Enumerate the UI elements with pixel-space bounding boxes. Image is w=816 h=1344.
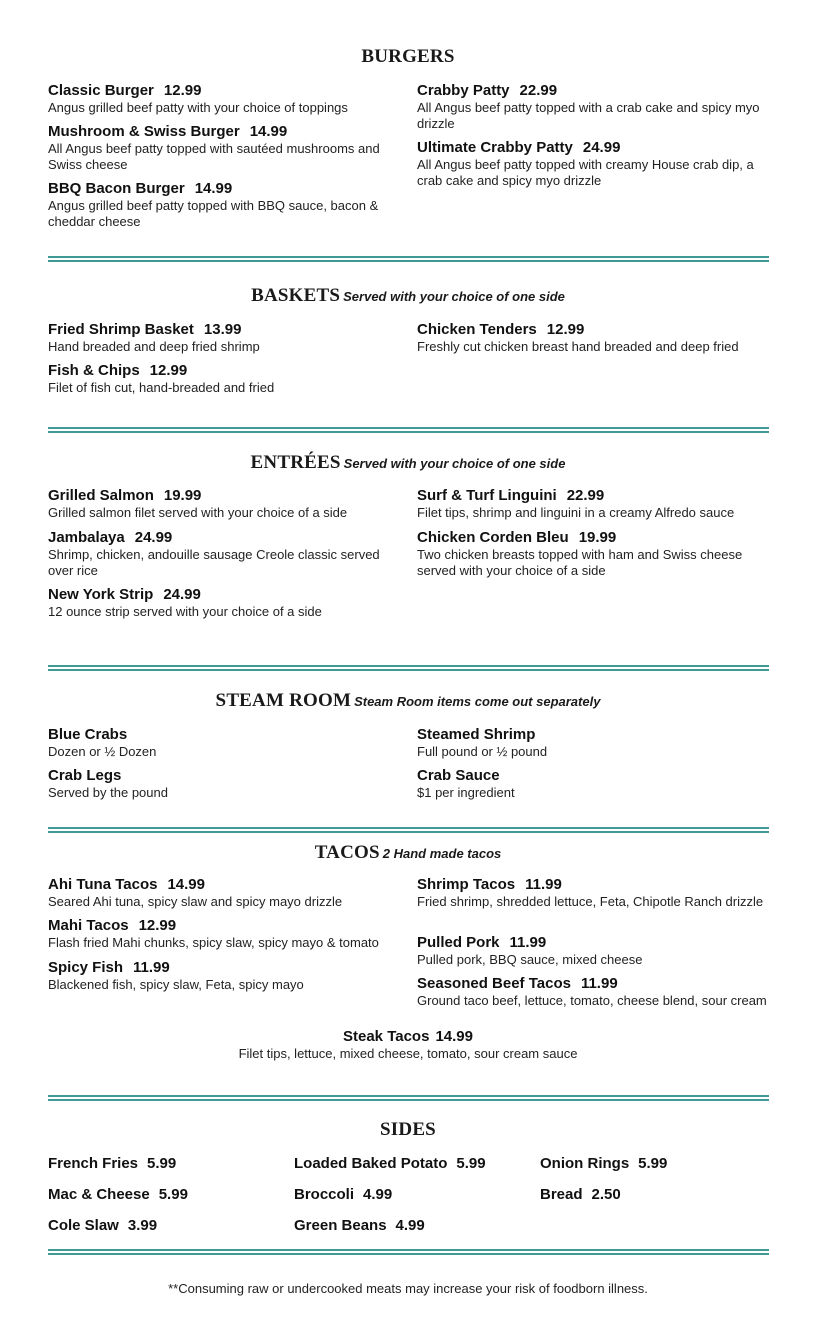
baskets-title: BASKETS Served with your choice of one side [251, 285, 565, 306]
tacos-title: TACOS 2 Hand made tacos [314, 842, 502, 863]
side-item-green-beans: Green Beans 4.99 [294, 1217, 425, 1234]
entrees-subtitle: Served with your choice of one side [343, 456, 566, 471]
menu-item-ahi-tuna-tacos: Ahi Tuna Tacos 14.99 Seared Ahi tuna, spicy slaw and spicy mayo drizzle [48, 876, 343, 909]
side-item-mac-cheese: Mac & Cheese 5.99 [48, 1186, 188, 1203]
steam-room-subtitle: Steam Room items come out separately [354, 694, 601, 709]
menu-item-bbq-bacon-burger: BBQ Bacon Burger 14.99 Angus grilled beef patty topped with BBQ sauce, bacon & cheddar cheese [48, 180, 379, 229]
menu-item-chicken-tenders: Chicken Tenders 12.99 Freshly cut chicken breast hand breaded and deep fried [417, 321, 739, 354]
baskets-subtitle: Served with your choice of one side [343, 289, 565, 304]
sides-title: SIDES [380, 1119, 436, 1140]
menu-item-blue-crabs: Blue Crabs Dozen or ½ Dozen [48, 726, 157, 759]
health-disclaimer: **Consuming raw or undercooked meats may increase your risk of foodborn illness. [168, 1281, 648, 1296]
burgers-title: BURGERS [361, 46, 455, 67]
section-divider [48, 827, 769, 833]
menu-item-fried-shrimp-basket: Fried Shrimp Basket 13.99 Hand breaded and deep fried shrimp [48, 321, 260, 354]
section-divider [48, 665, 769, 671]
menu-item-crab-sauce: Crab Sauce $1 per ingredient [417, 767, 515, 800]
menu-item-fish-chips: Fish & Chips 12.99 Filet of fish cut, hand-breaded and fried [48, 362, 275, 395]
menu-item-jambalaya: Jambalaya 24.99 Shrimp, chicken, andouille sausage Creole classic served over rice [48, 529, 380, 578]
menu-item-shrimp-tacos: Shrimp Tacos 11.99 Fried shrimp, shredded lettuce, Feta, Chipotle Ranch drizzle [417, 876, 764, 909]
side-item-bread: Bread 2.50 [540, 1186, 621, 1203]
side-item-cole-slaw: Cole Slaw 3.99 [48, 1217, 158, 1234]
menu-item-ultimate-crabby-patty: Ultimate Crabby Patty 24.99 All Angus beef patty topped with creamy House crab dip, a crab cake and spicy myo drizzle [417, 139, 754, 188]
section-divider [48, 427, 769, 433]
side-item-onion-rings: Onion Rings 5.99 [540, 1155, 668, 1172]
menu-item-steak-tacos: Steak Tacos 14.99 Filet tips, lettuce, mixed cheese, tomato, sour cream sauce [238, 1028, 578, 1061]
menu-item-chicken-corden-bleu: Chicken Corden Bleu 19.99 Two chicken breasts topped with ham and Swiss cheese served with your choice of a side [417, 529, 743, 578]
side-item-loaded-baked-potato: Loaded Baked Potato 5.99 [294, 1155, 486, 1172]
menu-item-classic-burger: Classic Burger 12.99 Angus grilled beef patty with your choice of toppings [48, 82, 348, 115]
menu-item-crab-legs: Crab Legs Served by the pound [48, 767, 168, 800]
menu-item-mahi-tacos: Mahi Tacos 12.99 Flash fried Mahi chunks, spicy slaw, spicy mayo & tomato [48, 917, 379, 950]
tacos-subtitle: 2 Hand made tacos [382, 846, 502, 861]
menu-item-new-york-strip: New York Strip 24.99 12 ounce strip served with your choice of a side [48, 586, 322, 619]
menu-item-mushroom-swiss-burger: Mushroom & Swiss Burger 14.99 All Angus beef patty topped with sautéed mushrooms and Swiss cheese [48, 123, 380, 172]
menu-item-surf-turf-linguini: Surf & Turf Linguini 22.99 Filet tips, shrimp and linguini in a creamy Alfredo sauce [417, 487, 735, 520]
menu-item-pulled-pork: Pulled Pork 11.99 Pulled pork, BBQ sauce, mixed cheese [417, 934, 643, 967]
section-divider [48, 1095, 769, 1101]
steam-room-title: STEAM ROOM Steam Room items come out separately [215, 690, 601, 711]
section-divider [48, 1249, 769, 1255]
menu-item-steamed-shrimp: Steamed Shrimp Full pound or ½ pound [417, 726, 548, 759]
entrees-title: ENTRÉES Served with your choice of one side [250, 452, 566, 473]
menu-item-crabby-patty: Crabby Patty 22.99 All Angus beef patty topped with a crab cake and spicy myo drizzle [417, 82, 760, 131]
menu-item-spicy-fish: Spicy Fish 11.99 Blackened fish, spicy slaw, Feta, spicy mayo [48, 959, 304, 992]
menu-item-grilled-salmon: Grilled Salmon 19.99 Grilled salmon filet served with your choice of a side [48, 487, 348, 520]
side-item-french-fries: French Fries 5.99 [48, 1155, 177, 1172]
side-item-broccoli: Broccoli 4.99 [294, 1186, 393, 1203]
menu-item-seasoned-beef-tacos: Seasoned Beef Tacos 11.99 Ground taco beef, lettuce, tomato, cheese blend, sour cream [417, 975, 767, 1008]
section-divider [48, 256, 769, 262]
